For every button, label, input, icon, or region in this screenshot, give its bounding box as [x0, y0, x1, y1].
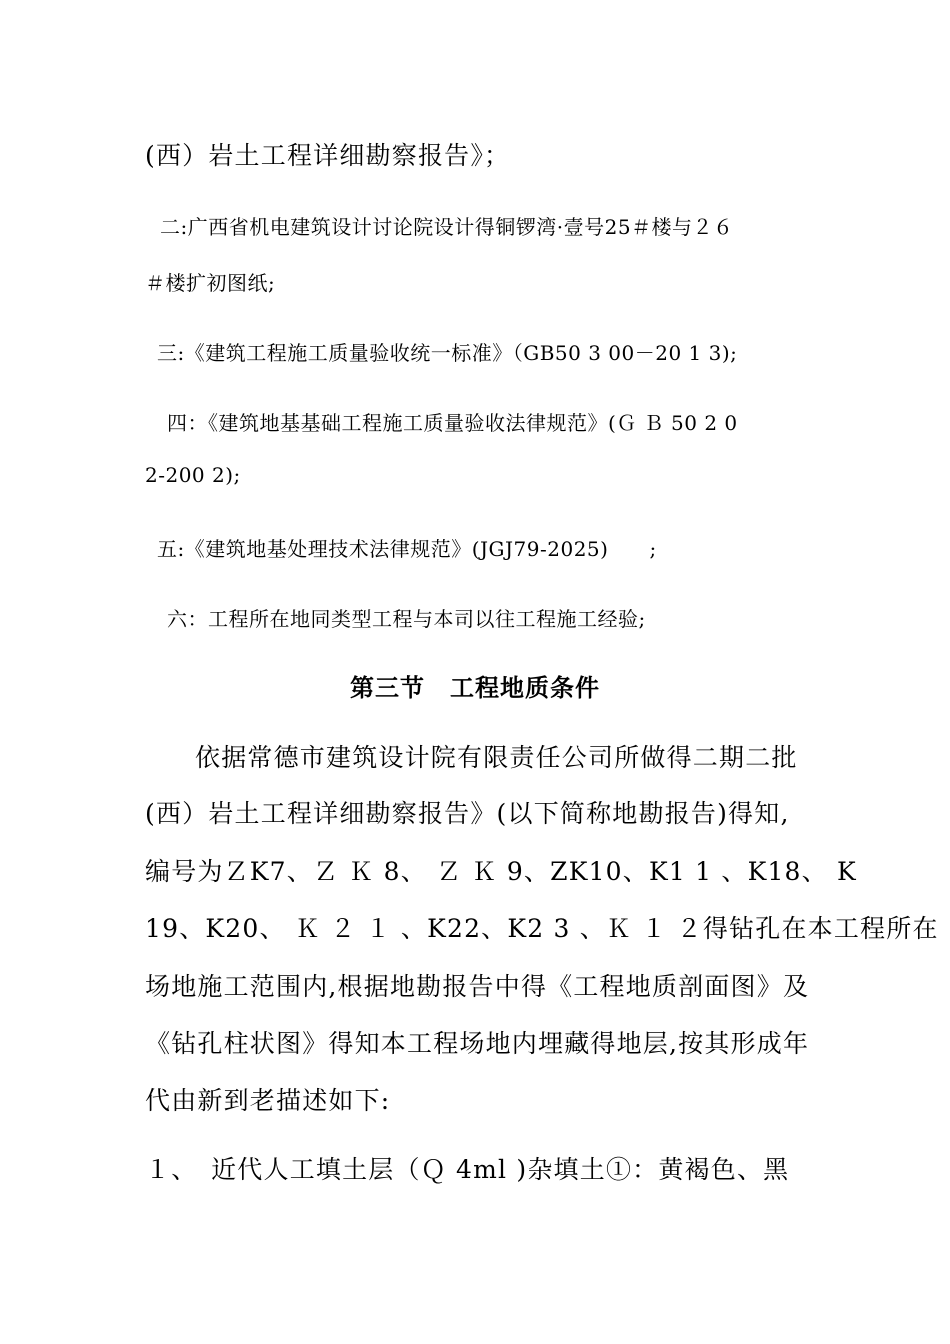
- section-title: 第三节 工程地质条件: [350, 674, 600, 702]
- text-line: 二:广西省机电建筑设计讨论院设计得铜锣湾·壹号25＃楼与２６: [160, 215, 734, 239]
- text-line: ＃楼扩初图纸;: [145, 271, 276, 295]
- text-line: 四：《建筑地基基础工程施工质量验收法律规范》(Ｇ Ｂ 50 2 0: [167, 411, 738, 435]
- text-line: 六：工程所在地同类型工程与本司以往工程施工经验;: [167, 607, 646, 631]
- paragraph-line: (西）岩土工程详细勘察报告》(以下简称地勘报告)得知,: [145, 799, 790, 828]
- paragraph-line: 场地施工范围内,根据地勘报告中得《工程地质剖面图》及: [145, 972, 810, 1001]
- text-line: (西）岩土工程详细勘察报告》；: [145, 141, 511, 170]
- text-line: 三:《建筑工程施工质量验收统一标准》（GB50 3 00－20 1 3);: [157, 341, 738, 365]
- text-line: 2-200 2);: [145, 463, 241, 487]
- paragraph-line: 编号为ＺK7、Ｚ Ｋ 8、 Ｚ Ｋ 9、ZK10、K1 1 、K18、 K: [145, 857, 857, 886]
- paragraph-line: 依据常德市建筑设计院有限责任公司所做得二期二批: [195, 743, 798, 772]
- paragraph-line: 代由新到老描述如下:: [145, 1086, 391, 1115]
- paragraph-line: 19、K20、 Ｋ ２ １ 、K22、K2 3 、Ｋ １ ２得钻孔在本工程所在: [145, 914, 939, 943]
- text-line: 五:《建筑地基处理技术法律规范》(JGJ79-2025) ;: [157, 537, 657, 561]
- paragraph-line: 《钻孔柱状图》得知本工程场地内埋藏得地层,按其形成年: [145, 1029, 810, 1058]
- paragraph-line: １、 近代人工填土层（Ｑ 4ml )杂填土①：黄褐色、黑: [145, 1155, 790, 1184]
